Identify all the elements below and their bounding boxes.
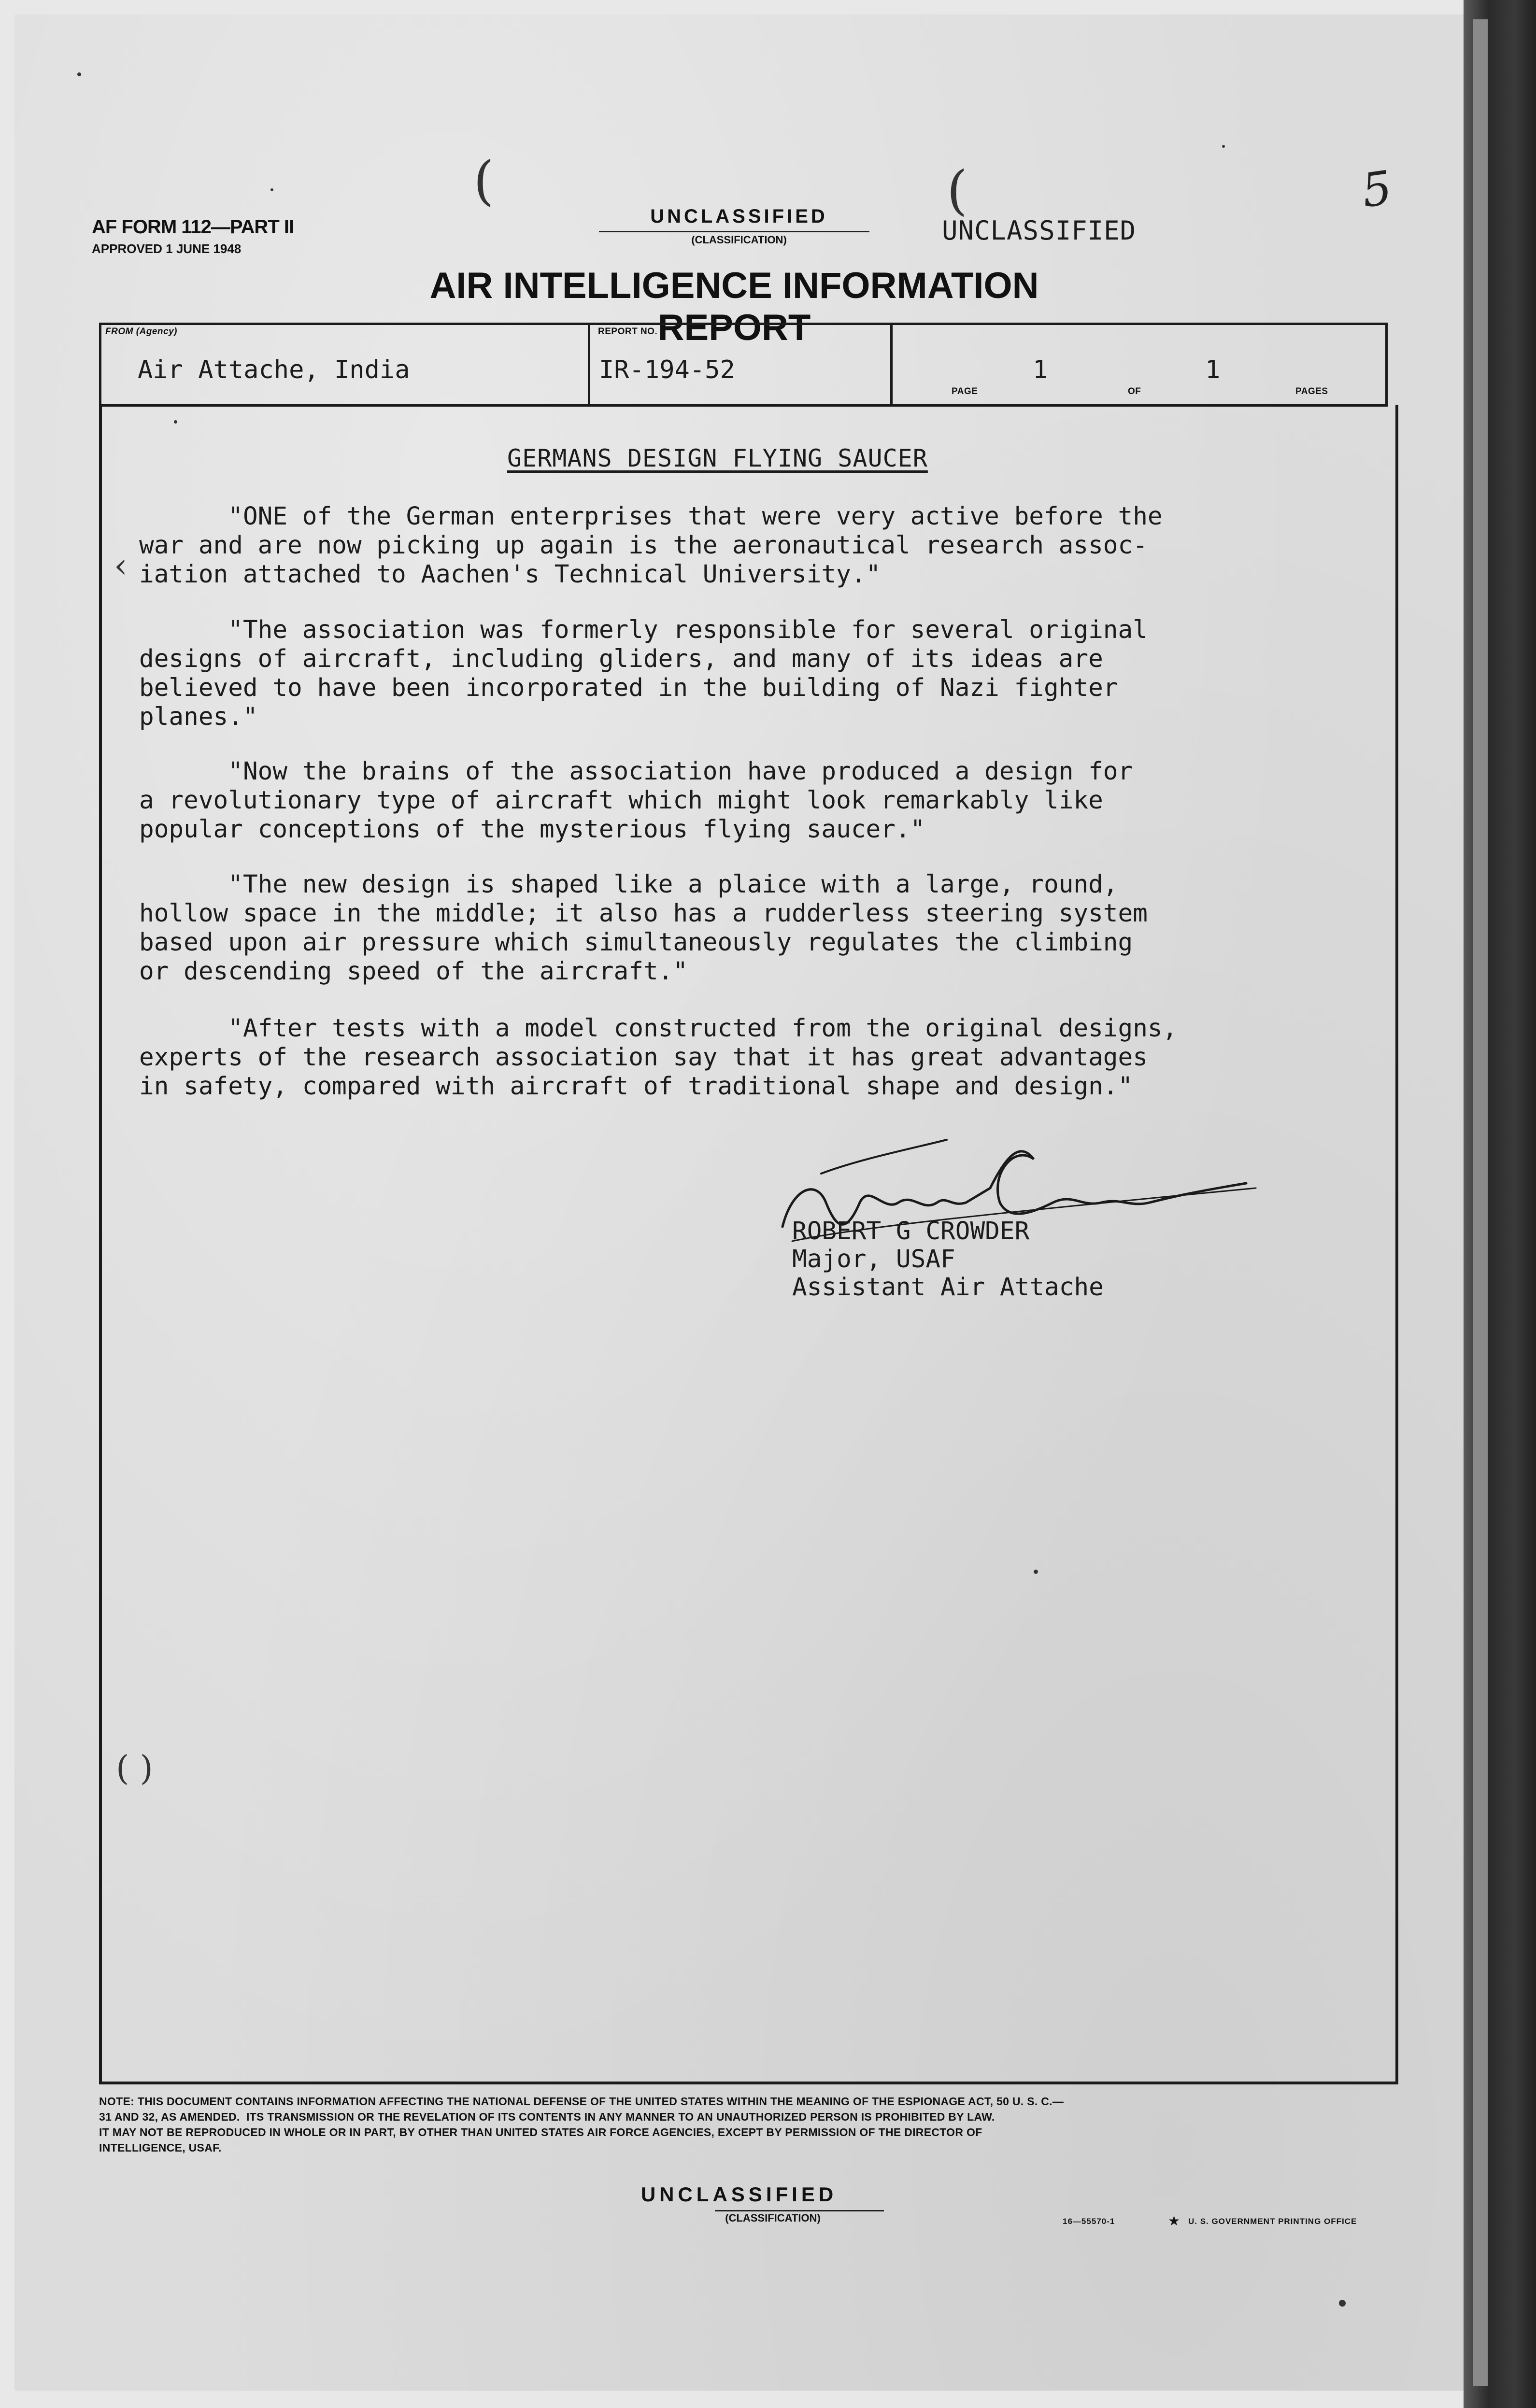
signatory-title: Assistant Air Attache — [792, 1273, 1104, 1302]
margin-mark-paren: ( ) — [116, 1748, 153, 1788]
page-number-value: 1 — [1033, 355, 1048, 384]
classification-bottom-underline — [715, 2210, 884, 2211]
body-paragraph: "The new design is shaped like a plaice with a large, round, hollow space in the middle; it also has a rudderless steering system based upon air pressure which simultaneously regulates the climbing or descending speed of the aircraft." — [139, 870, 1148, 986]
of-caption: OF — [1128, 386, 1141, 397]
total-pages-value: 1 — [1205, 355, 1221, 384]
from-agency-value: Air Attache, India — [138, 355, 410, 384]
header-divider — [588, 323, 590, 407]
report-number-caption: REPORT NO. — [598, 326, 658, 337]
report-heading: GERMANS DESIGN FLYING SAUCER — [507, 444, 928, 472]
punch-mark-right-paren: ( — [947, 159, 967, 221]
body-paragraph: "ONE of the German enterprises that were very active before the war and are now picking up again is the aeronautical research assoc- iation attached to Aachen's Technical University." — [139, 502, 1163, 589]
print-code: 16—55570-1 — [1063, 2217, 1115, 2226]
report-title: AIR INTELLIGENCE INFORMATION REPORT — [429, 265, 1039, 348]
classification-bottom: UNCLASSIFIED — [640, 2183, 838, 2206]
pages-caption: PAGES — [1295, 386, 1328, 397]
scan-speck — [1222, 145, 1225, 148]
signatory-rank: Major, USAF — [792, 1245, 955, 1274]
body-paragraph: "The association was formerly responsible for several original designs of aircraft, including gliders, and many of its ideas are believed to have been incorporated in the building of Nazi fighter planes." — [139, 616, 1148, 731]
scan-speck — [270, 188, 273, 191]
handwritten-page-number: 5 — [1358, 160, 1395, 218]
from-agency-caption: FROM (Agency) — [105, 326, 177, 337]
espionage-act-notice: NOTE: THIS DOCUMENT CONTAINS INFORMATION AFFECTING THE NATIONAL DEFENSE OF THE UNITED STATES WITHIN THE MEANING OF THE ESPIONAGE ACT, 50 U. S. C.— 31 AND 32, AS AMENDED. ITS TRANSMISSION OR THE REVELATION OF ITS CONTENTS IN ANY MANNER TO AN UNAUTHORIZED PERSON IS PROHIBITED BY LAW. IT MAY NOT BE REPRODUCED IN WHOLE OR IN PART, BY OTHER THAN UNITED STATES AIR FORCE AGENCIES, EXCEPT BY PERMISSION OF THE DIRECTOR OF INTELLIGENCE, USAF. — [99, 2095, 1064, 2154]
scan-speck — [77, 72, 81, 76]
signatory-name: ROBERT G CROWDER — [792, 1217, 1030, 1246]
form-identifier: AF FORM 112—PART II — [92, 216, 294, 238]
classification-bottom-caption: (CLASSIFICATION) — [725, 2212, 821, 2224]
star-icon: ★ — [1168, 2213, 1180, 2228]
body-paragraph: "After tests with a model constructed from the original designs, experts of the research association say that it has great advantages in safety, compared with aircraft of traditional shape and design." — [139, 1014, 1178, 1101]
classification-top-underline — [599, 231, 869, 232]
report-number-value: IR-194-52 — [599, 355, 735, 384]
printing-office: U. S. GOVERNMENT PRINTING OFFICE — [1188, 2217, 1357, 2226]
body-paragraph: "Now the brains of the association have produced a design for a revolutionary type of aircraft which might look remarkably like popular conceptions of the mysterious flying saucer." — [139, 757, 1133, 844]
header-divider — [890, 323, 893, 407]
unclassified-stamp: UNCLASSIFIED — [942, 215, 1137, 246]
page-caption: PAGE — [952, 386, 978, 397]
form-approval-date: APPROVED 1 JUNE 1948 — [92, 241, 242, 256]
classification-top-caption: (CLASSIFICATION) — [691, 234, 787, 246]
scan-edge-strip — [1473, 19, 1488, 2386]
punch-mark-left-paren: ( — [473, 150, 494, 212]
classification-top: UNCLASSIFIED — [650, 206, 828, 227]
margin-mark-bracket: ‹ — [114, 546, 128, 585]
scan-speck — [1339, 2300, 1346, 2307]
